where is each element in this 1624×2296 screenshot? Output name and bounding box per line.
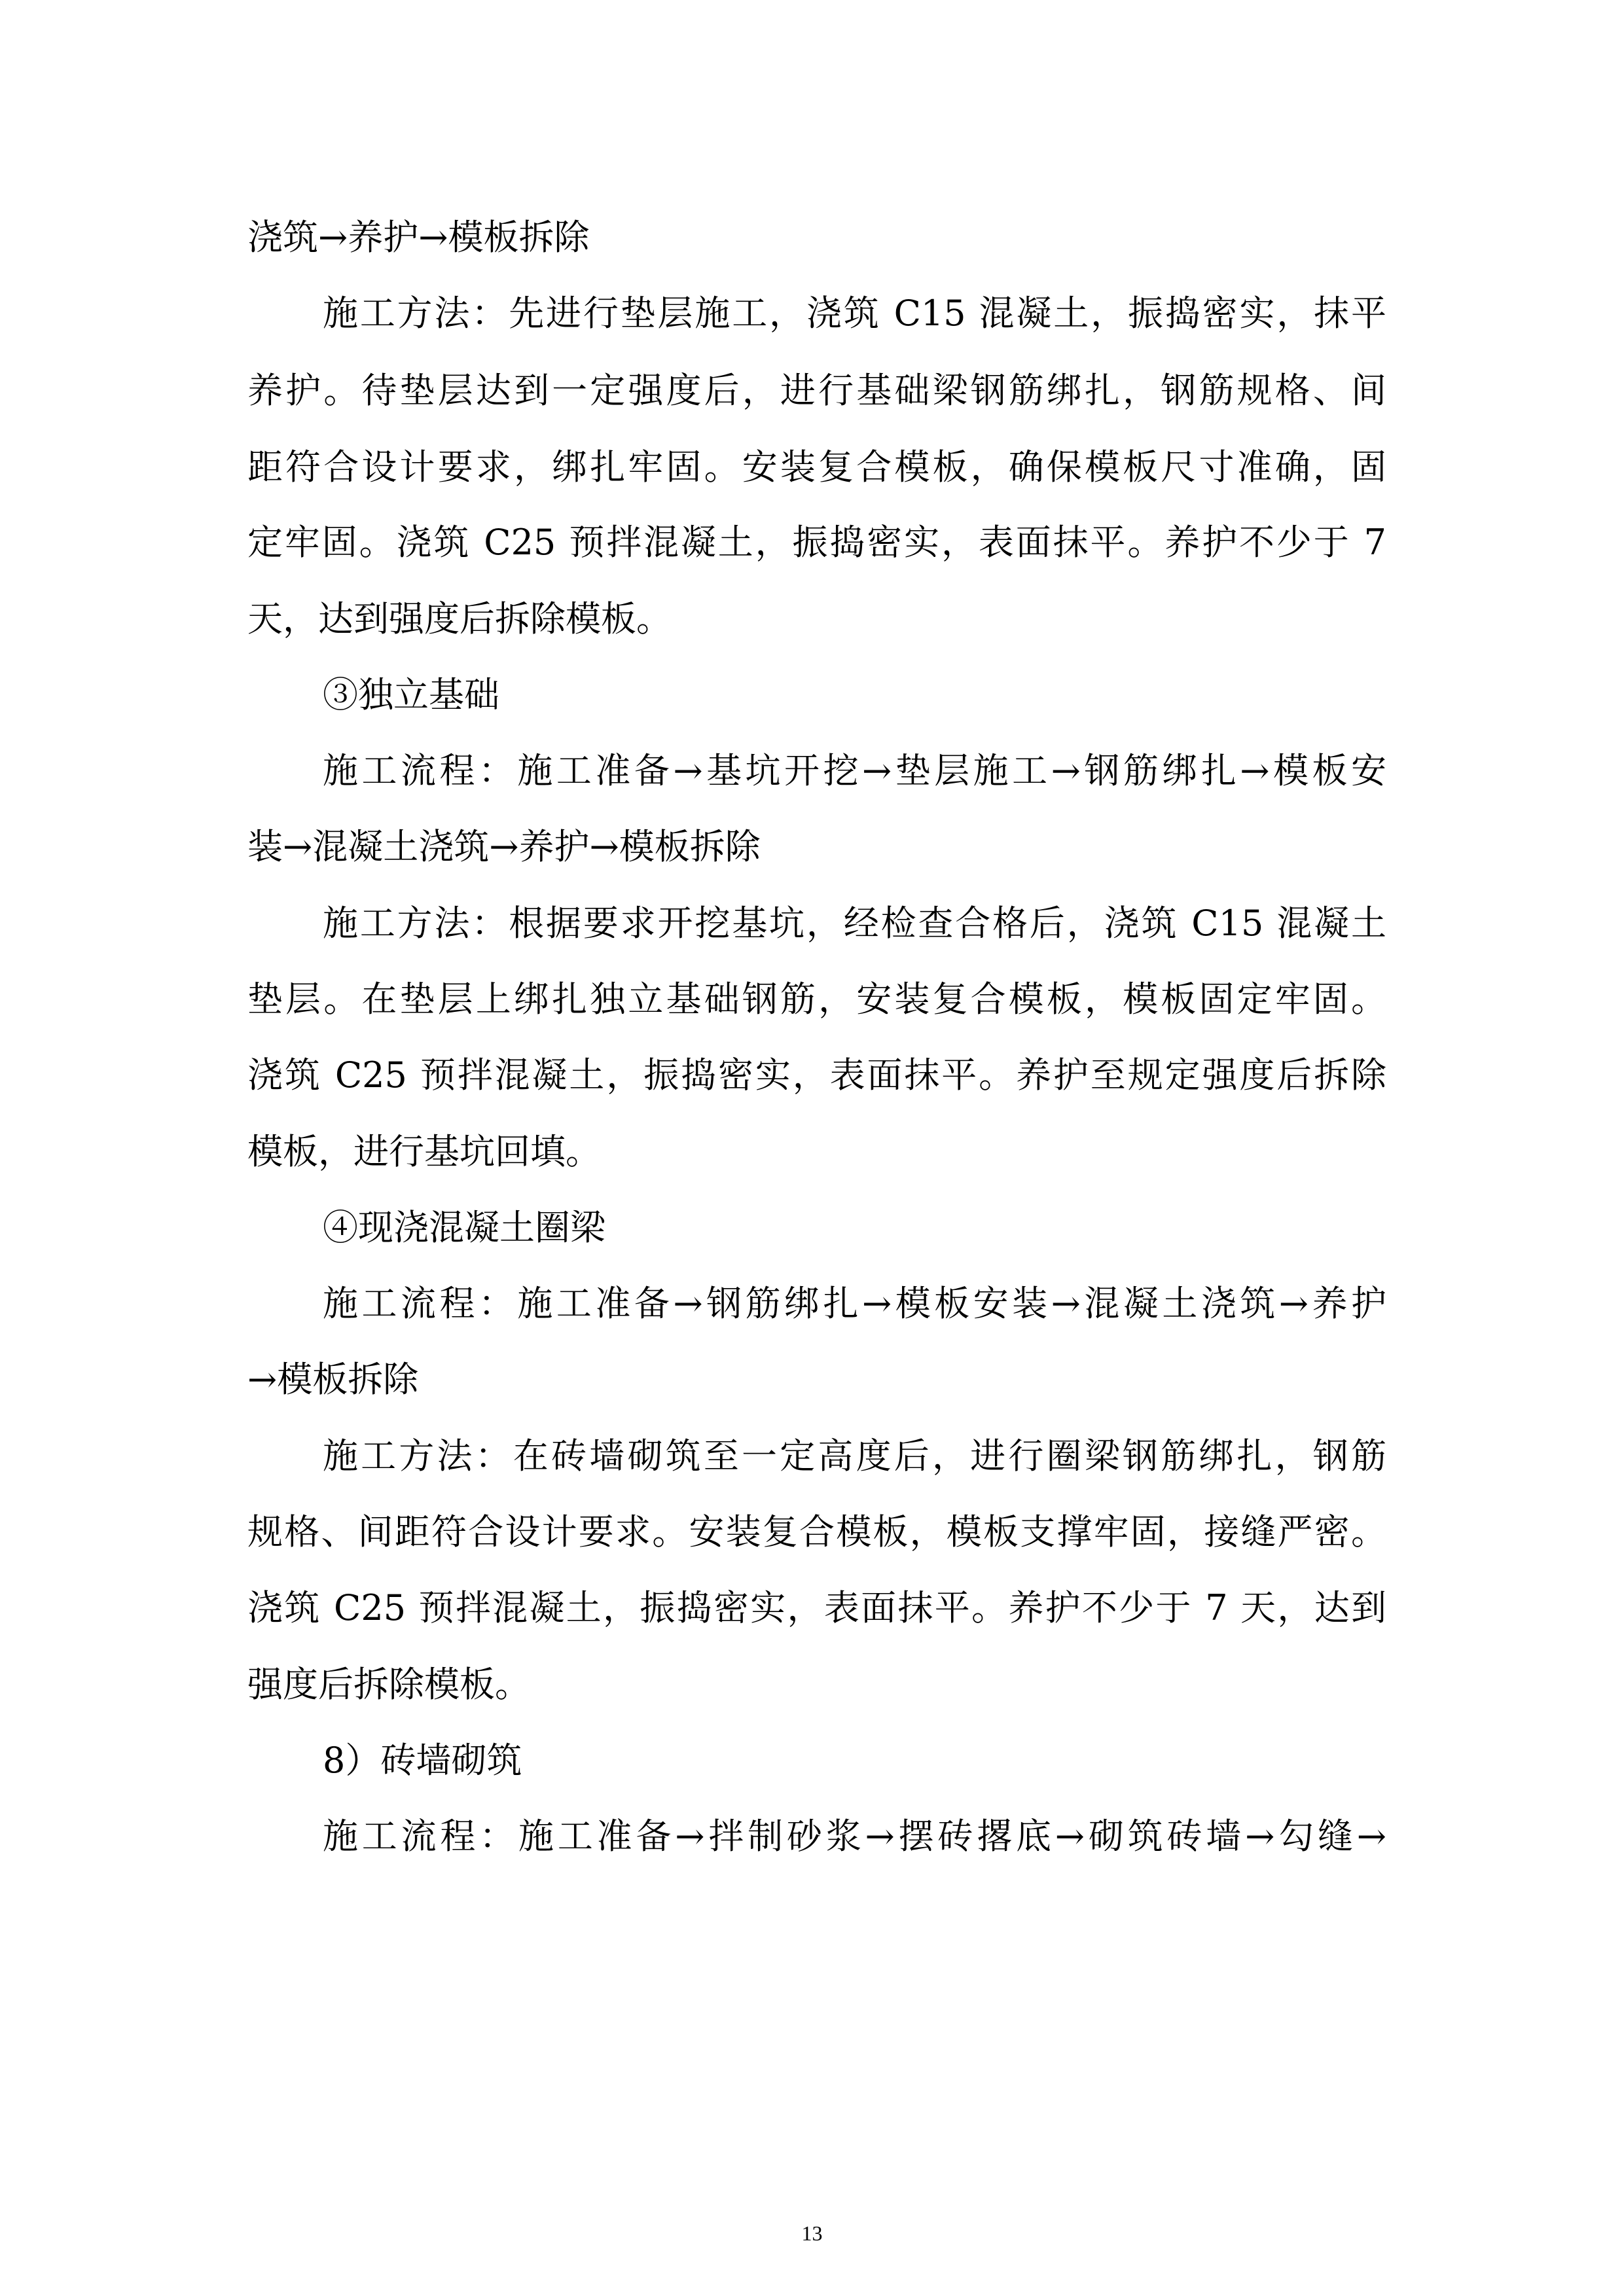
section-heading-independent-foundation: ③独立基础 (323, 674, 499, 715)
text-line-3: 养护。待垫层达到一定强度后，进行基础梁钢筋绑扎，钢筋规格、间 (247, 370, 1386, 411)
text-line-8: 施工流程：施工准备→基坑开挖→垫层施工→钢筋绑扎→模板安 (323, 750, 1386, 791)
text-line-17: 施工方法：在砖墙砌筑至一定高度后，进行圈梁钢筋绑扎，钢筋 (323, 1435, 1386, 1477)
text-line-1: 浇筑→养护→模板拆除 (247, 217, 590, 258)
section-heading-ring-beam: ④现浇混凝土圈梁 (323, 1207, 605, 1248)
text-line-13: 模板，进行基坑回填。 (247, 1131, 601, 1172)
text-line-15: 施工流程：施工准备→钢筋绑扎→模板安装→混凝土浇筑→养护 (323, 1283, 1386, 1324)
text-line-20: 强度后拆除模板。 (247, 1664, 530, 1705)
section-heading-brick-wall: 8）砖墙砌筑 (323, 1740, 522, 1781)
page-number: 13 (801, 2221, 823, 2245)
text-line-5: 定牢固。浇筑 C25 预拌混凝土，振捣密实，表面抹平。养护不少于 7 (247, 522, 1386, 563)
text-line-16: →模板拆除 (247, 1359, 419, 1400)
text-line-19: 浇筑 C25 预拌混凝土，振捣密实，表面抹平。养护不少于 7 天，达到 (247, 1587, 1386, 1628)
text-line-2: 施工方法：先进行垫层施工，浇筑 C15 混凝土，振捣密实，抹平 (323, 293, 1386, 334)
text-line-4: 距符合设计要求，绑扎牢固。安装复合模板，确保模板尺寸准确，固 (247, 446, 1386, 488)
text-line-12: 浇筑 C25 预拌混凝土，振捣密实，表面抹平。养护至规定强度后拆除 (247, 1054, 1386, 1096)
text-line-6: 天，达到强度后拆除模板。 (247, 598, 672, 639)
text-line-10: 施工方法：根据要求开挖基坑，经检查合格后，浇筑 C15 混凝土 (323, 903, 1386, 944)
text-line-9: 装→混凝土浇筑→养护→模板拆除 (247, 826, 761, 867)
text-line-18: 规格、间距符合设计要求。安装复合模板，模板支撑牢固，接缝严密。 (247, 1511, 1386, 1552)
text-line-22: 施工流程：施工准备→拌制砂浆→摆砖撂底→砌筑砖墙→勾缝→ (323, 1816, 1386, 1857)
text-line-11: 垫层。在垫层上绑扎独立基础钢筋，安装复合模板，模板固定牢固。 (247, 978, 1386, 1020)
